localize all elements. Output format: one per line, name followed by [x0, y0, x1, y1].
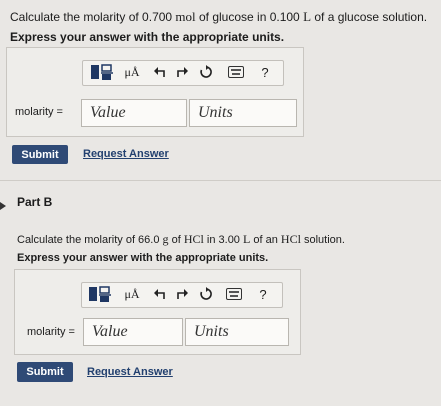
question-text: solution. [300, 234, 345, 246]
question-text: of a glucose solution. [311, 10, 428, 24]
submit-button[interactable]: Submit [12, 145, 68, 164]
submit-button[interactable]: Submit [17, 362, 73, 382]
value-input[interactable] [83, 318, 183, 346]
answer-label: molarity = [27, 326, 75, 338]
part-a-instruction: Express your answer with the appropriate units. [10, 30, 285, 44]
keyboard-button[interactable] [223, 284, 245, 304]
redo-button[interactable] [173, 62, 191, 82]
fraction-template-button[interactable] [85, 284, 115, 304]
fraction-icon [89, 63, 115, 81]
help-label: ? [261, 64, 269, 80]
collapse-arrow-icon[interactable] [0, 197, 7, 215]
part-a-question [10, 9, 427, 25]
value-placeholder: Value [90, 104, 126, 121]
reset-button[interactable] [197, 62, 215, 82]
undo-icon [153, 287, 167, 301]
request-answer-link[interactable]: Request Answer [87, 366, 173, 378]
section-divider [0, 180, 441, 181]
unit-liter: L [303, 9, 312, 24]
answer-label: molarity = [15, 106, 63, 118]
value-placeholder: Value [92, 323, 128, 340]
units-button[interactable] [119, 284, 145, 304]
help-label: ? [259, 286, 267, 302]
fraction-icon [87, 285, 113, 303]
unit-gram: g [162, 232, 169, 246]
reset-icon [199, 287, 213, 301]
units-input[interactable] [189, 99, 297, 127]
question-text: Calculate the molarity of 66.0 [17, 234, 163, 246]
help-button[interactable] [253, 284, 273, 304]
units-placeholder: Units [198, 104, 233, 121]
unit-mol: mol [175, 9, 196, 24]
value-input[interactable] [81, 99, 187, 127]
species-hcl: HCl [183, 232, 204, 246]
part-b-instruction: Express your answer with the appropriate units. [17, 252, 269, 264]
units-label: μÅ [124, 64, 140, 79]
undo-button[interactable] [151, 284, 169, 304]
question-text: of [168, 234, 184, 246]
question-text: in 3.00 [203, 234, 243, 246]
part-b-answer-panel [14, 269, 301, 355]
reset-icon [199, 65, 213, 79]
reset-button[interactable] [197, 284, 215, 304]
keyboard-icon [228, 66, 244, 78]
part-b-title: Part B [17, 195, 53, 209]
keyboard-icon [226, 288, 242, 300]
help-button[interactable] [255, 62, 275, 82]
units-button[interactable] [119, 62, 145, 82]
undo-button[interactable] [151, 62, 169, 82]
unit-liter: L [242, 232, 251, 246]
units-label: μÅ [124, 286, 140, 301]
part-a-answer-panel [6, 47, 304, 137]
redo-icon [175, 65, 189, 79]
part-b-question [17, 232, 345, 247]
species-hcl: HCl [280, 232, 301, 246]
undo-icon [153, 65, 167, 79]
keyboard-button[interactable] [225, 62, 247, 82]
redo-button[interactable] [173, 284, 191, 304]
units-placeholder: Units [194, 323, 229, 340]
fraction-template-button[interactable] [87, 62, 117, 82]
question-text: Calculate the molarity of 0.700 [10, 10, 176, 24]
request-answer-link[interactable]: Request Answer [83, 148, 169, 160]
redo-icon [175, 287, 189, 301]
question-text: of glucose in 0.100 [195, 10, 304, 24]
question-text: of an [250, 234, 281, 246]
units-input[interactable] [185, 318, 289, 346]
